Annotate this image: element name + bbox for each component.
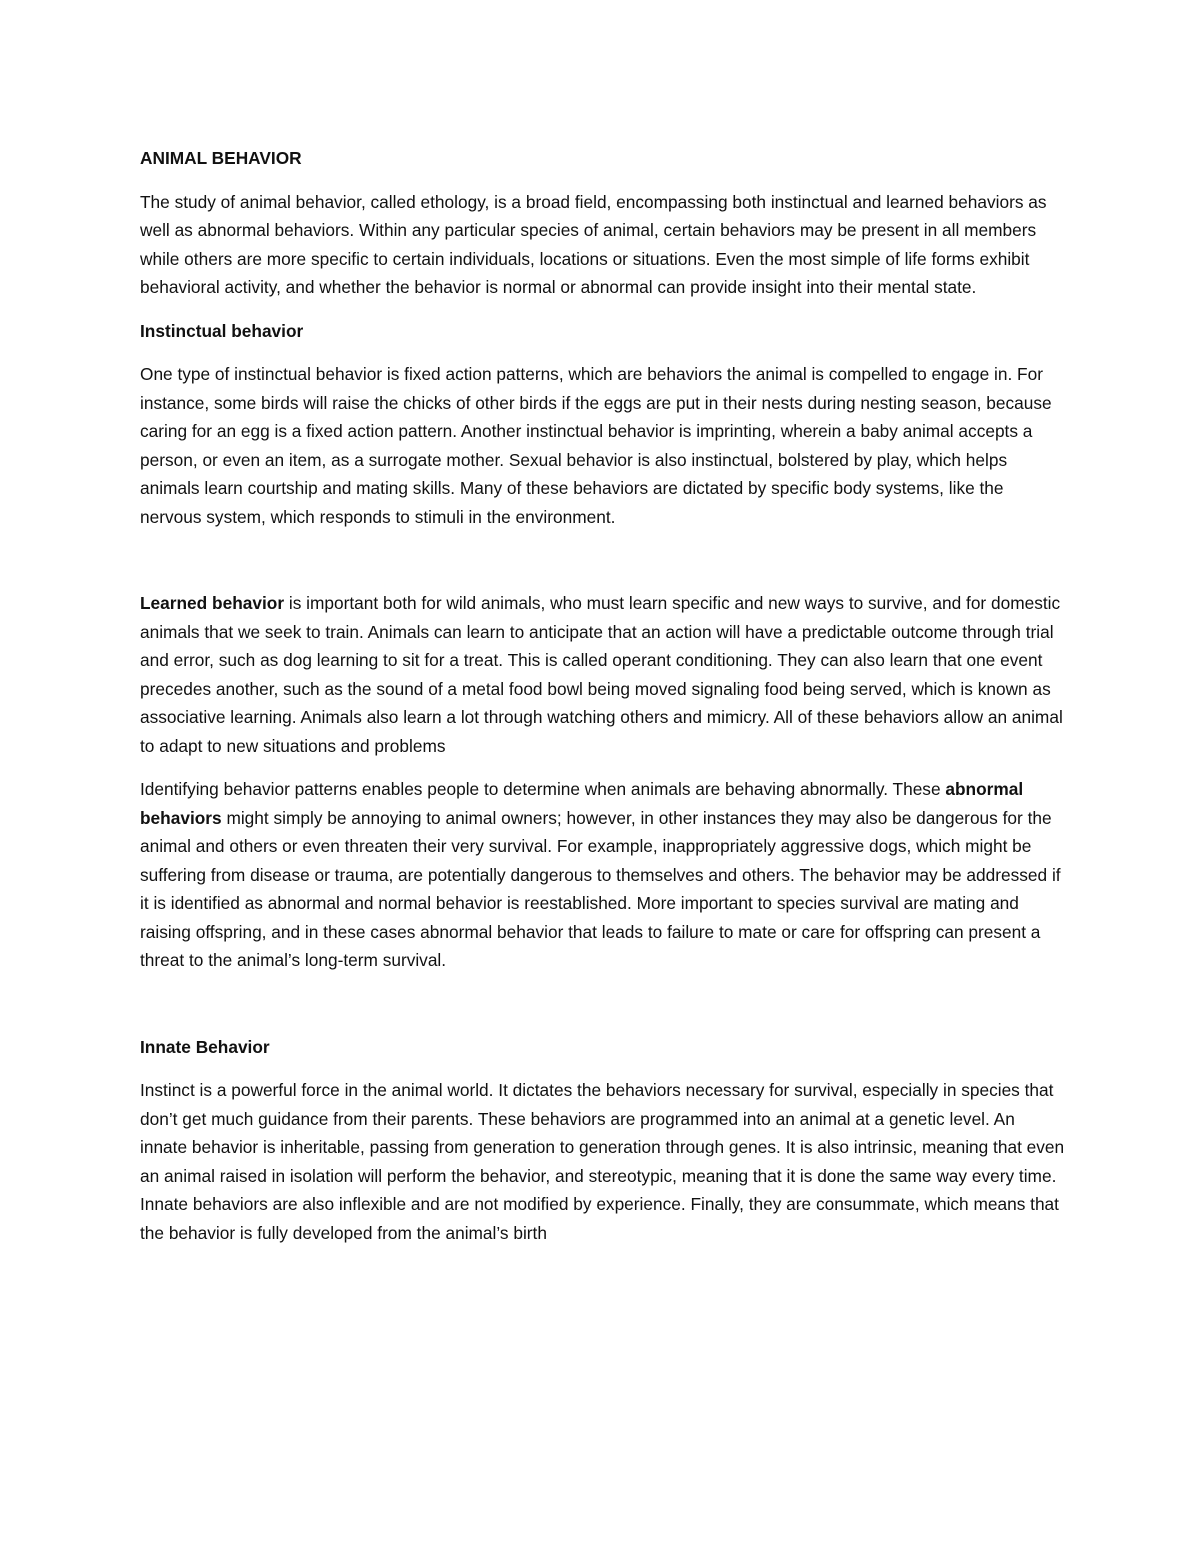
document-title: ANIMAL BEHAVIOR (140, 148, 302, 168)
innate-behavior-heading: Innate Behavior (140, 1036, 270, 1057)
abnormal-behavior-text-after: might simply be annoying to animal owners; however, in other instances they may also be dangerous for the animal and others or even threaten their very survival. For example, inappropriately aggressive dogs, which might be suffering from disease or trauma, are potentially dangerous to themselves and others. The behavior may be addressed if it is identified as abnormal and normal behavior is reestablished. More important to species survival are mating and raising offspring, and in these cases abnormal behavior that leads to failure to mate or care for offspring can present a threat to the animal’s long-term survival. (140, 807, 1061, 970)
innate-behavior-paragraph: Instinct is a powerful force in the animal world. It dictates the behaviors necessary for survival, especially in species that don’t get much guidance from their parents. These behaviors are programmed into an animal at a genetic level. An innate behavior is inheritable, passing from generation to generation through genes. It is also intrinsic, meaning that even an animal raised in isolation will perform the behavior, and stereotypic, meaning that it is done the same way every time. Innate behaviors are also inflexible and are not modified by experience. Finally, they are consummate, which means that the behavior is fully developed from the animal’s birth (140, 1080, 1065, 1243)
instinctual-behavior-paragraph: One type of instinctual behavior is fixed action patterns, which are behaviors the animal is compelled to engage in. For instance, some birds will raise the chicks of other birds if the eggs are put in their nests during nesting season, because caring for an egg is a fixed action pattern. Another instinctual behavior is imprinting, wherein a baby animal accepts a person, or even an item, as a surrogate mother. Sexual behavior is also instinctual, bolstered by play, which helps animals learn courtship and mating skills. Many of these behaviors are dictated by specific body systems, like the nervous system, which responds to stimuli in the environment. (140, 364, 1052, 527)
learned-behavior-paragraph (140, 589, 1065, 760)
abnormal-behavior-bold-term: abnormal behaviors (140, 779, 1024, 828)
learned-behavior-text: is important both for wild animals, who must learn specific and new ways to survive, and for domestic animals that we seek to train. Animals can learn to anticipate that an action will have a predictable outcome through trial and error, such as dog learning to sit for a treat. This is called operant conditioning. They can also learn that one event precedes another, such as the sound of a metal food bowl being moved signaling food being served, which is known as associative learning. Animals also learn a lot through watching others and mimicry. All of these behaviors allow an animal to adapt to new situations and problems (140, 593, 1063, 756)
abnormal-behavior-text-before: Identifying behavior patterns enables people to determine when animals are behaving abnormally. These (140, 779, 946, 799)
learned-behavior-lead: Learned behavior (140, 593, 285, 613)
document-body (140, 144, 1065, 1247)
instinctual-behavior-heading: Instinctual behavior (140, 320, 304, 341)
intro-paragraph: The study of animal behavior, called ethology, is a broad field, encompassing both instinctual and learned behaviors as well as abnormal behaviors. Within any particular species of animal, certain behaviors may be present in all members while others are more specific to certain individuals, locations or situations. Even the most simple of life forms exhibit behavioral activity, and whether the behavior is normal or abnormal can provide insight into their mental state. (140, 191, 1047, 297)
abnormal-behavior-paragraph (140, 775, 1065, 975)
